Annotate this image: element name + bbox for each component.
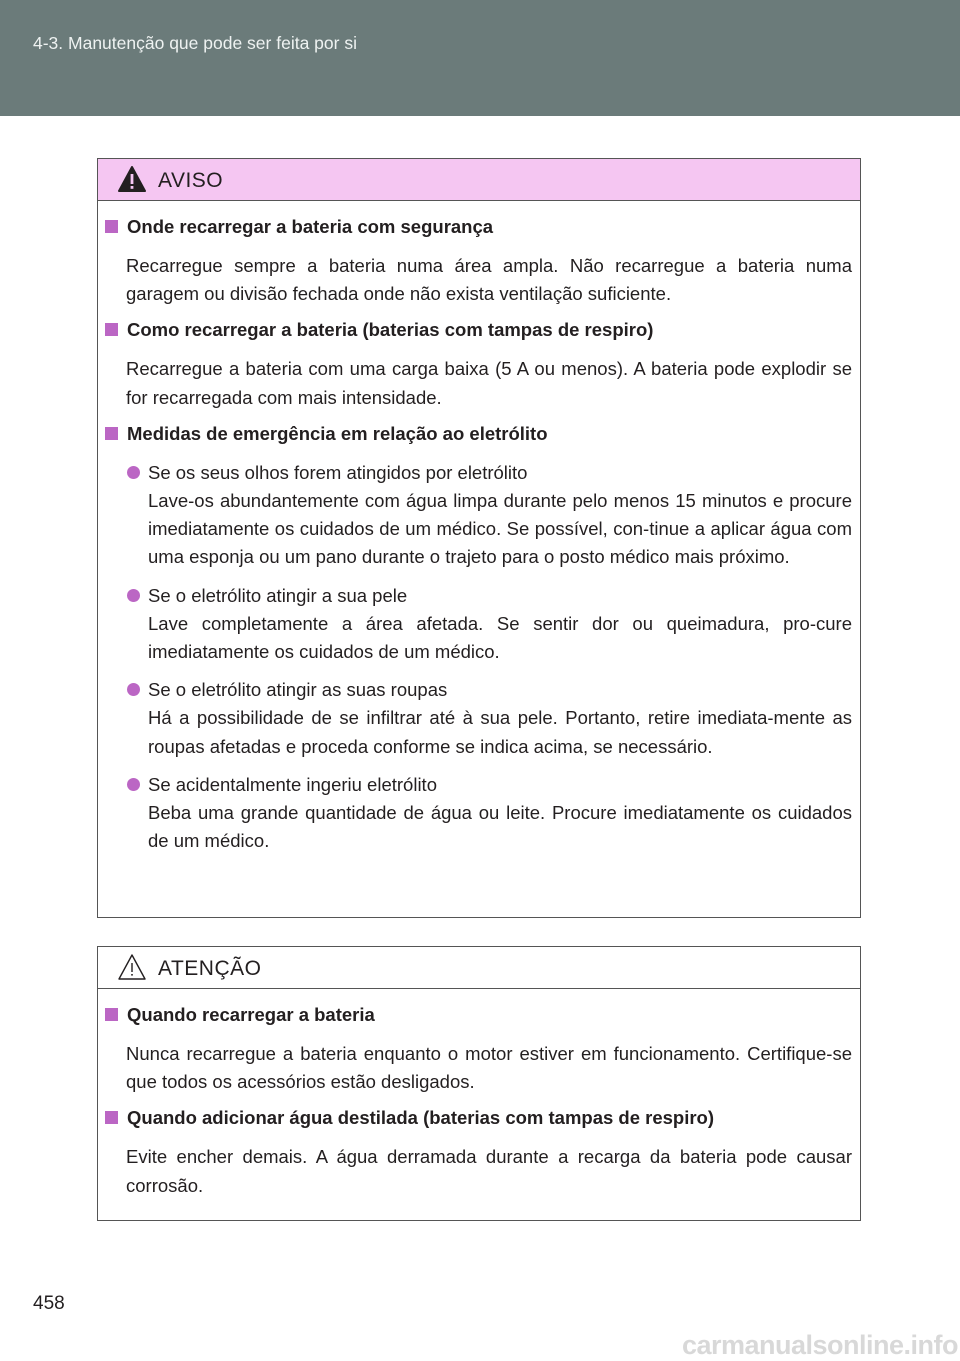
circle-bullet-icon	[127, 778, 140, 791]
list-item-title: Se acidentalmente ingeriu eletrólito	[148, 773, 437, 795]
section-title: Quando recarregar a bateria	[105, 1003, 852, 1026]
list-item-title: Se o eletrólito atingir as suas roupas	[148, 679, 448, 701]
list-item-title: Se os seus olhos forem atingidos por eletrólito	[148, 461, 528, 483]
list-item-text: Lave-os abundantemente com água limpa durante pelo menos 15 minutos e procure imediatamente os cuidados de um médico. Se possível, con-tinue a aplicar água com uma esponja ou um pano durante o trajeto para o posto médico mais próximo.	[148, 490, 852, 568]
caution-box-body	[98, 989, 860, 1200]
square-bullet-icon	[105, 427, 118, 440]
chapter-header-bar	[0, 0, 960, 116]
section-title: Quando adicionar água destilada (baterias com tampas de respiro)	[105, 1106, 852, 1129]
warning-triangle-icon	[117, 165, 147, 193]
section-title: Onde recarregar a bateria com segurança	[105, 215, 852, 238]
square-bullet-icon	[105, 1111, 118, 1124]
list-item-title: Se o eletrólito atingir a sua pele	[148, 584, 408, 606]
section-title: Medidas de emergência em relação ao eletrólito	[105, 422, 852, 445]
section-title: Como recarregar a bateria (baterias com tampas de respiro)	[105, 318, 852, 341]
list-item-text: Lave completamente a área afetada. Se sentir dor ou queimadura, pro-cure imediatamente os cuidados de um médico.	[148, 612, 852, 663]
list-item-text: Beba uma grande quantidade de água ou leite. Procure imediatamente os cuidados de um médico.	[148, 802, 852, 852]
square-bullet-icon	[105, 220, 118, 233]
list-item	[105, 459, 852, 572]
warning-label: AVISO	[158, 169, 224, 192]
square-bullet-icon	[105, 1008, 118, 1021]
circle-bullet-icon	[127, 466, 140, 479]
section-text: Recarregue a bateria com uma carga baixa (5 A ou menos). A bateria pode explodir se for recarregada com mais intensidade.	[126, 358, 852, 408]
circle-bullet-icon	[127, 683, 140, 696]
square-bullet-icon	[105, 323, 118, 336]
list-item	[105, 771, 852, 856]
list-item	[105, 582, 852, 667]
section-text: Nunca recarregue a bateria enquanto o motor estiver em funcionamento. Certifique-se que todos os acessórios estão desligados.	[126, 1043, 852, 1093]
circle-bullet-icon	[127, 589, 140, 602]
page-number: 458	[33, 1293, 65, 1314]
warning-box-header	[98, 159, 860, 201]
warning-box	[97, 158, 861, 918]
list-item	[105, 676, 852, 761]
warning-box-body	[98, 201, 860, 855]
caution-box-header	[98, 947, 860, 989]
section-text: Evite encher demais. A água derramada durante a recarga da bateria pode causar corrosão.	[126, 1146, 852, 1196]
section-text: Recarregue sempre a bateria numa área ampla. Não recarregue a bateria numa garagem ou divisão fechada onde não exista ventilação suficiente.	[126, 255, 852, 305]
list-item-text: Há a possibilidade de se infiltrar até à sua pele. Portanto, retire imediata-mente as roupas afetadas e proceda conforme se indica acima, se necessário.	[148, 707, 852, 757]
chapter-title: 4-3. Manutenção que pode ser feita por si	[33, 33, 357, 53]
watermark: carmanualsonline.info	[681, 1330, 958, 1360]
caution-box	[97, 946, 861, 1221]
caution-triangle-icon	[117, 953, 147, 981]
caution-label: ATENÇÃO	[158, 957, 262, 980]
